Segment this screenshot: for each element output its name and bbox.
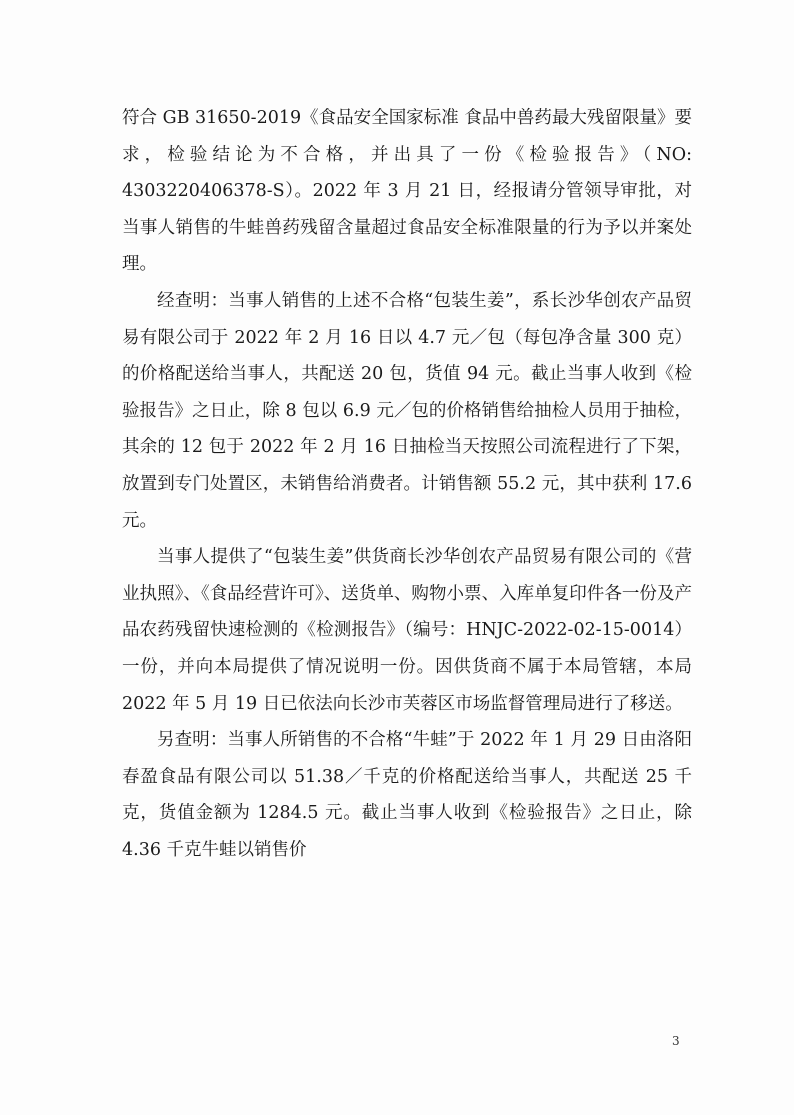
paragraph-4: 另查明：当事人所销售的不合格“牛蛙”于 2022 年 1 月 29 日由洛阳春盈食品有限公司以 51.38／千克的价格配送给当事人，共配送 25 千克，货值金额为 1284.5 元。截止当事人收到《检验报告》之日止，除 4.36 千克牛蛙以销售价	[122, 730, 692, 860]
paragraph-2: 经查明：当事人销售的上述不合格“包装生姜”，系长沙华创农产品贸易有限公司于 2022 年 2 月 16 日以 4.7 元／包（每包净含量 300 克）的价格配送给当事人，共配送 20 包，货值 94 元。截止当事人收到《检验报告》之日止，除 8 包以 6.9 元／包的价格销售给抽检人员用于抽检，其余的 12 包于 2022 年 2 月 16 日抽检当天按照公司流程进行了下架，放置到专门处置区，未销售给消费者。计销售额 55.2 元，其中获利 17.6 元。	[122, 290, 692, 531]
body-text	[122, 100, 692, 868]
page-number: 3	[672, 1034, 680, 1048]
paragraph-3: 当事人提供了“包装生姜”供货商长沙华创农产品贸易有限公司的《营业执照》、《食品经营许可》、送货单、购物小票、入库单复印件各一份及产品农药残留快速检测的《检测报告》（编号：HNJC-2022-02-15-0014）一份，并向本局提供了情况说明一份。因供货商不属于本局管辖，本局 2022 年 5 月 19 日已依法向长沙市芙蓉区市场监督管理局进行了移送。	[122, 547, 692, 714]
paragraph-1: 符合 GB 31650-2019《食品安全国家标准 食品中兽药最大残留限量》要求，检验结论为不合格，并出具了一份《检验报告》（NO: 4303220406378-S）。2022 年 3 月 21 日，经报请分管领导审批，对当事人销售的牛蛙兽药残留含量超过食品安全标准限量的行为予以并案处理。	[122, 108, 692, 275]
